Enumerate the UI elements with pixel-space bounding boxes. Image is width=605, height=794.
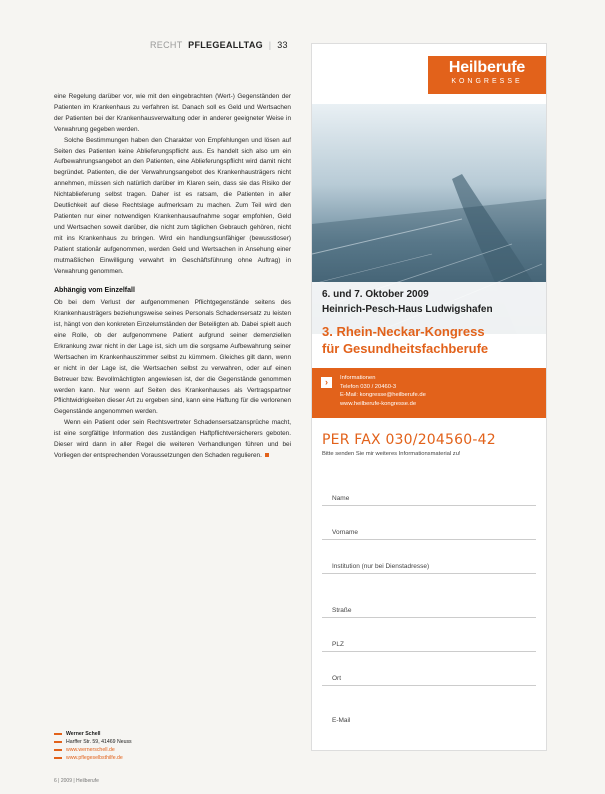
info-lines — [340, 374, 426, 408]
author-box — [54, 730, 132, 762]
bullet-dash — [54, 733, 62, 735]
event-banner — [312, 282, 546, 368]
article-paragraph-3: Ob bei dem Verlust der aufgenommenen Pflichtgegenstände seitens des Krankenhausträgers beziehungsweise seines Personals Schadensersatz zu leisten ist, hängt von den konkreten Einzelumständen der Beteiligten ab. Dabei spielt auch eine Rolle, ob der aufgenommene Patient aufgrund seiner demenziellen Erkrankung zwar nicht in der Lage ist, sich um die sorgsame Aufbewahrung seiner Wertsachen im Krankenhauszimmer selbst zu kümmern. Gleiches gilt dann, wenn er nicht in der Lage ist, die Wertsachen selbst zu verwahren, oder auf einen Betreuer bzw. Bevollmächtigten angewiesen ist, der die Gegenstände genommen werden kann. Nur wenn auf Seiten des Krankenhauses als Vertragspartner Pflichtwidrigkeiten dieser Art zu ergeben sind, kann eine Haftung für die verlorenen Gegenstände angenommen werden. — [54, 299, 291, 416]
bullet-dash — [54, 757, 62, 759]
plz-field-label: PLZ — [332, 641, 344, 648]
article-column — [54, 92, 291, 462]
event-venue: Heinrich-Pesch-Haus Ludwigshafen — [322, 304, 493, 315]
page-footer: 6 | 2009 | Heilberufe — [54, 778, 99, 784]
fax-heading: PER FAX 030/204560-42 — [322, 432, 496, 448]
info-email[interactable]: E-Mail: kongresse@heilberufe.de — [340, 392, 426, 398]
info-website[interactable]: www.heilberufe-kongresse.de — [340, 400, 417, 407]
header-section: PFLEGEALLTAG — [188, 40, 263, 50]
strasse-field[interactable] — [322, 573, 536, 618]
name-field-label: Name — [332, 495, 350, 502]
fax-subline: Bitte senden Sie mir weiteres Informationsmaterial zu! — [322, 451, 461, 457]
author-web1-row — [54, 746, 132, 754]
email-field[interactable] — [322, 685, 536, 727]
header-kicker: RECHT — [150, 40, 183, 50]
name-field[interactable] — [322, 469, 536, 506]
info-phone: Telefon 030 / 20460-3 — [340, 383, 397, 390]
heilberufe-logo — [428, 56, 546, 94]
bullet-dash — [54, 741, 62, 743]
info-box — [312, 368, 546, 418]
plz-field[interactable] — [322, 617, 536, 652]
bullet-dash — [54, 749, 62, 751]
author-web2-row — [54, 754, 132, 762]
strasse-field-label: Straße — [332, 607, 352, 614]
vorname-field[interactable] — [322, 505, 536, 540]
info-label: Informationen — [340, 375, 376, 381]
author-website-link[interactable]: www.wernerschell.de — [66, 747, 115, 753]
article-paragraph-2: Solche Bestimmungen haben den Charakter von Empfehlungen und lösen auf Seiten des Patienten keine Ablieferungspflicht aus. Es handelt sich also um ein Aufbewahrungsangebot an den Patienten, eine Ablieferungspflicht wird damit nicht begründet. Patienten, die der Verwahrungsangebot des Krankenhausträgers nicht annehmen, müssen sich natürlich darüber im Klaren sein, dass sie das Risiko der Nichtablieferung selbst tragen. Daher ist es ratsam, die Patienten in aller Deutlichkeit auf diese Rechtslage aufmerksam zu machen. Zum Teil wird den Patienten nur einer notwendigen Krankenhausaufnahme sogar empfohlen, Geld und Wertsachen soweit darüber, die nicht zum täglichen Gebrauch gehören, nicht mit ins Krankenhaus zu bringen. Wird ein handlungsunfähiger (bewusstloser) Patient stationär aufgenommen, werden Geld und Wertsachen in Ansehung einer mutmaßlichen Einwilligung verwahrt im Geschäftsführung ohne Auftrag) in Verwahrung genommen. — [54, 136, 291, 275]
page-number: 33 — [277, 40, 288, 50]
article-paragraph-1: eine Regelung darüber vor, wie mit den eingebrachten (Wert-) Gegenständen der Patienten im Krankenhaus zu verfahren ist. Danach soll es Geld und Wertsachen der Patienten bei der Krankenhausverwaltung oder in anderer geeigneter Weise in Verwahrung gegeben werden. — [54, 93, 291, 133]
event-date: 6. und 7. Oktober 2009 — [322, 289, 429, 300]
page-header — [150, 40, 288, 50]
header-divider: | — [268, 40, 272, 50]
logo-main: Heilberufe — [448, 59, 526, 76]
author-address-row — [54, 738, 132, 746]
chevron-right-icon: › — [321, 377, 332, 388]
event-title-line-2: für Gesundheitsfachberufe — [322, 341, 489, 356]
article-subheading: Abhängig vom Einzelfall — [54, 287, 135, 295]
author-website-link[interactable]: www.pflegeselbsthilfe.de — [66, 755, 123, 761]
author-name: Werner Schell — [66, 731, 101, 737]
institution-field-label: Institution (nur bei Dienstadresse) — [332, 563, 430, 570]
event-title-line-1: 3. Rhein-Neckar-Kongress — [322, 324, 485, 339]
author-name-row — [54, 730, 132, 738]
ort-field-label: Ort — [332, 675, 342, 682]
email-field-label: E-Mail — [332, 717, 351, 724]
logo-sub: KONGRESSE — [451, 78, 523, 85]
vorname-field-label: Vorname — [332, 529, 359, 536]
ort-field[interactable] — [322, 651, 536, 686]
article-paragraph-4 — [54, 418, 291, 462]
institution-field[interactable] — [322, 539, 536, 574]
author-address: Harffer Str. 59, 41469 Neuss — [66, 739, 132, 745]
article-paragraph-4-text: Wenn ein Patient oder sein Rechtsvertreter Schadensersatzansprüche macht, ist eine sorgfältige Information des zuständigen Haftpflichtversicherers geboten. Dieser wird dann in aller Regel die weiteren Verhandlungen führen und bei Vorliegen der entsprechenden Voraussetzungen den Schaden regulieren. — [54, 419, 291, 459]
end-mark — [265, 453, 269, 457]
advertisement — [311, 43, 547, 751]
